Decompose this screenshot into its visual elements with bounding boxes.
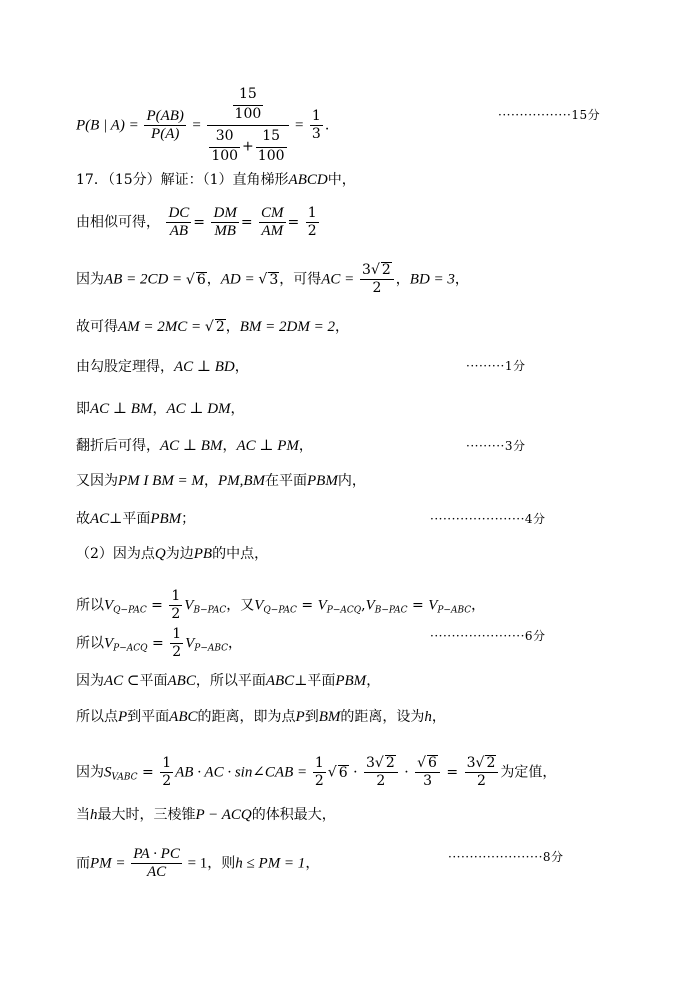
line-pythagoras: 由勾股定理得，AC ⊥ BD， bbox=[76, 359, 249, 375]
line-am: 故可得AM = 2MC = √ 2，BM = 2DM = 2， bbox=[76, 319, 349, 335]
line-problem-17: 17．（15分）解证：（1）直角梯形ABCD中， bbox=[76, 172, 356, 188]
fraction: $\frac{P(AB)}{P(A)}$ bbox=[146, 108, 184, 142]
line-distance: 所以点P到平面ABC的距离，即为点P到BM的距离，设为h， bbox=[76, 709, 446, 725]
compound-fraction: $\frac{15}{100}$ $\frac{30}{100}$ + $\frac{15}{100}$ bbox=[207, 86, 288, 165]
score-3: ·········3分 bbox=[466, 439, 526, 453]
line-fold: 翻折后可得，AC ⊥ BM，AC ⊥ PM， bbox=[76, 438, 313, 454]
score-6: ······················6分 bbox=[430, 629, 546, 643]
score-4: ······················4分 bbox=[430, 512, 546, 526]
line-similarity: 由相似可得， $\frac{DC}{AB}$ = $\frac{DM}{MB}$ = $\frac{CM}{AM}$ = $\frac{1}{2}$ bbox=[76, 205, 317, 239]
score-1: ·········1分 bbox=[466, 359, 526, 373]
line-lengths: 因为AB = 2CD = √ 6，AD = √ 3，可得AC = $\frac{3√ 2}{2}$ ，BD = 3， bbox=[76, 262, 469, 296]
line-perp: 即AC ⊥ BM，AC ⊥ DM， bbox=[76, 401, 245, 417]
line-area: 因为$S_{VABC}$ = $\frac{1}{2}$ AB · AC · sin∠CAB = $\frac{1}{2}$ √ 6 · $\frac{3√ 2}{2}$ · $\frac{√ 6}{3}$ = $\frac{3√ 2}{2}$ 为定值， bbox=[76, 755, 557, 789]
line-plane: 又因为PM I BM = M，PM,BM在平面PBM内， bbox=[76, 473, 366, 489]
fraction: $\frac{1}{3}$ bbox=[311, 108, 321, 142]
line-conditional-probability: P(B | A) = $\frac{P(AB)}{P(A)}$ = $\frac{15}{100}$ $\frac{30}{100}$ + $\frac{15}{100}$ = $\frac{1}{3}$ . bbox=[76, 86, 330, 164]
line-volume-1: 所以$V_{Q-PAC}$ = $\frac{1}{2}$ $V_{B-PAC}$，又$V_{Q-PAC} = V_{P-ACQ},V_{B-PAC} = V_{P-ABC}$， bbox=[76, 588, 486, 622]
math-text: P(B | A) = bbox=[76, 117, 143, 134]
line-max-volume: 当h最大时，三棱锥P − ACQ的体积最大， bbox=[76, 807, 336, 823]
score-8: ······················8分 bbox=[448, 850, 564, 864]
line-plane-perp: 因为AC ⊂平面ABC，所以平面ABC⊥平面PBM， bbox=[76, 673, 381, 689]
line-conclusion-1: 故AC⊥平面PBM； bbox=[76, 511, 196, 527]
line-part-2: （2）因为点Q为边PB的中点， bbox=[76, 546, 269, 562]
line-volume-2: 所以$V_{P-ACQ}$ = $\frac{1}{2}$ $V_{P-ABC}$， bbox=[76, 626, 243, 660]
score-15: ·················15分 bbox=[498, 108, 601, 122]
line-pm: 而PM = $\frac{PA \cdot PC}{AC}$ = 1，则h ≤ PM = 1， bbox=[76, 846, 320, 880]
